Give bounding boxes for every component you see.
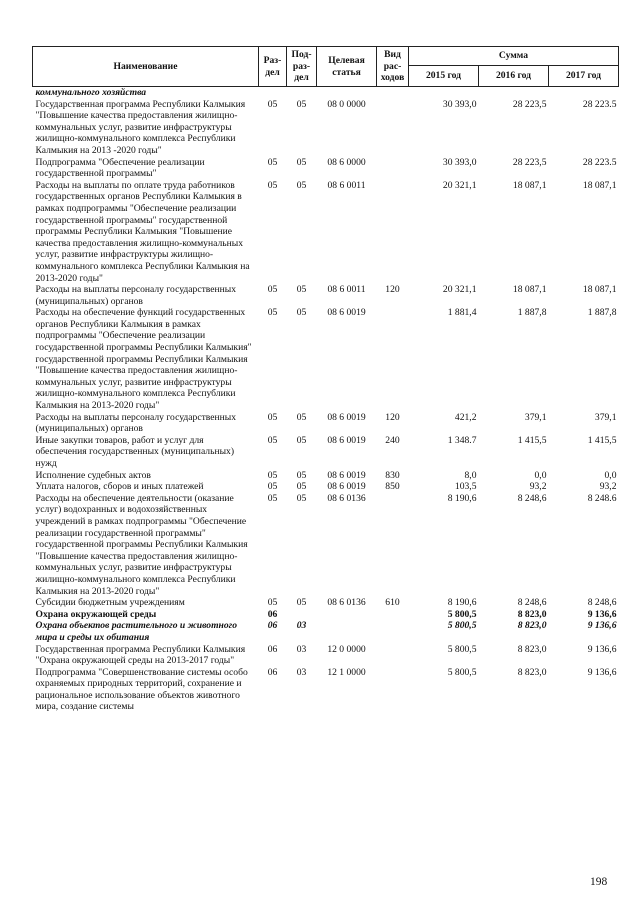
row-sum-2016: 28 223,5 xyxy=(512,156,547,168)
table-body xyxy=(33,87,619,714)
row-target-article: 12 1 0000 xyxy=(327,666,366,678)
row-sum-2017: 9 136,6 xyxy=(587,643,617,655)
table-header xyxy=(33,47,619,87)
row-sum-2016: 28 223,5 xyxy=(512,98,547,110)
row-razdel: 05 xyxy=(267,98,278,110)
row-razdel: 05 xyxy=(267,597,278,609)
row-target-article xyxy=(317,87,377,99)
row-sum-2016: 8 248,6 xyxy=(517,492,547,504)
row-podrazdel: 05 xyxy=(296,411,307,423)
row-podrazdel xyxy=(287,609,317,621)
row-sum-2016: 8 823,0 xyxy=(517,620,547,632)
row-podrazdel: 05 xyxy=(296,434,307,446)
row-target-article: 08 6 0136 xyxy=(327,492,366,504)
row-sum-2017: 1 887,8 xyxy=(587,307,617,319)
row-name: Подпрограмма "Совершенствование системы особо охраняемых природных территорий, сохранение и рациональное использование объектов животного мира, создание системы xyxy=(35,666,248,713)
row-podrazdel: 05 xyxy=(296,307,307,319)
row-podrazdel: 05 xyxy=(296,469,307,481)
row-sum-2017: 379,1 xyxy=(594,411,617,423)
row-name: Государственная программа Республики Калмыкия "Повышение качества предоставления жилищно-коммунальных услуг, развитие инфраструктуры жилищно-коммунального комплекса Республики Калмыкия на 2013 -2020 годы" xyxy=(35,98,246,156)
row-podrazdel: 05 xyxy=(296,179,307,191)
row-sum-2017: 9 136,6 xyxy=(587,608,617,620)
header-razdel: Раз-дел xyxy=(259,47,287,87)
row-sum-2017: 28 223.5 xyxy=(582,98,617,110)
table-row xyxy=(33,481,619,493)
row-name: Государственная программа Республики Калмыкия "Охрана окружающей среды на 2013-2017 годы" xyxy=(35,643,246,667)
row-sum-2016: 18 087,1 xyxy=(512,179,547,191)
row-sum-2015: 1 348.7 xyxy=(447,434,477,446)
row-name: Расходы на выплаты по оплате труда работников государственных органов Республики Калмыкия в рамках подпрограммы "Обеспечение реализации государственной программы" государственной программы Республики Калмыкия "Повышение качества предоставления жилищно-коммунальных услуг, развитие инфраструктуры жилищно-коммунального комплекса Республики Калмыкия на 2013-2020 годы" xyxy=(35,179,250,284)
row-target-article xyxy=(317,609,377,621)
row-sum-2017: 1 415,5 xyxy=(587,434,617,446)
row-target-article: 08 6 0019 xyxy=(327,469,366,481)
row-sum-2015: 8 190,6 xyxy=(447,492,477,504)
row-razdel: 06 xyxy=(267,666,278,678)
table-row xyxy=(33,620,619,643)
row-expense-type xyxy=(377,493,409,597)
row-expense-type xyxy=(377,620,409,643)
row-name: Исполнение судебных актов xyxy=(35,469,151,481)
row-podrazdel: 05 xyxy=(296,597,307,609)
table-row xyxy=(33,307,619,411)
table-row xyxy=(33,667,619,713)
header-year-2016: 2016 год xyxy=(479,66,549,87)
row-sum-2015: 5 800,5 xyxy=(447,666,477,678)
row-target-article: 08 6 0019 xyxy=(327,411,366,423)
header-sum: Сумма xyxy=(409,47,619,66)
row-razdel: 06 xyxy=(267,620,278,632)
row-target-article: 08 6 0000 xyxy=(327,156,366,168)
row-target-article: 08 6 0011 xyxy=(327,284,366,296)
table-row xyxy=(33,412,619,435)
row-sum-2016: 18 087,1 xyxy=(512,284,547,296)
table-row xyxy=(33,99,619,157)
table-row xyxy=(33,493,619,597)
row-sum-2017: 18 087,1 xyxy=(582,284,617,296)
row-razdel: 05 xyxy=(267,179,278,191)
row-target-article: 08 0 0000 xyxy=(327,98,366,110)
row-razdel: 05 xyxy=(267,481,278,493)
row-expense-type: 610 xyxy=(385,597,400,609)
row-podrazdel: 03 xyxy=(296,643,307,655)
row-sum-2015: 5 800,5 xyxy=(447,643,477,655)
header-year-2017: 2017 год xyxy=(549,66,619,87)
row-sum-2017: 28 223.5 xyxy=(582,156,617,168)
row-sum-2017: 8 248.6 xyxy=(587,492,617,504)
row-razdel: 05 xyxy=(267,434,278,446)
row-name: Подпрограмма "Обеспечение реализации государственной программы" xyxy=(35,156,205,180)
row-razdel: 05 xyxy=(267,469,278,481)
row-name: Охрана окружающей среды xyxy=(35,608,157,620)
row-expense-type: 240 xyxy=(385,434,400,446)
row-sum-2015: 8 190,6 xyxy=(447,597,477,609)
row-razdel: 05 xyxy=(267,492,278,504)
row-razdel: 06 xyxy=(267,643,278,655)
row-target-article: 08 6 0136 xyxy=(327,597,366,609)
row-podrazdel: 05 xyxy=(296,98,307,110)
row-sum-2016: 8 823,0 xyxy=(517,608,547,620)
row-target-article: 08 6 0019 xyxy=(327,434,366,446)
row-sum-2017: 0,0 xyxy=(604,469,617,481)
table-row xyxy=(33,87,619,99)
row-podrazdel: 05 xyxy=(296,492,307,504)
row-sum-2015: 30 393,0 xyxy=(442,156,477,168)
row-target-article: 12 0 0000 xyxy=(327,643,366,655)
row-sum-2016: 379,1 xyxy=(524,411,547,423)
row-sum-2017 xyxy=(549,87,619,99)
row-podrazdel: 03 xyxy=(296,666,307,678)
table-row xyxy=(33,180,619,284)
row-podrazdel: 05 xyxy=(296,284,307,296)
row-sum-2017: 18 087,1 xyxy=(582,179,617,191)
row-name: Расходы на выплаты персоналу государственных (муниципальных) органов xyxy=(35,284,237,307)
row-target-article: 08 6 0019 xyxy=(327,307,366,319)
row-sum-2016: 1 415,5 xyxy=(517,434,547,446)
row-expense-type: 120 xyxy=(385,411,400,423)
row-podrazdel xyxy=(287,87,317,99)
row-name: Субсидии бюджетным учреждениям xyxy=(35,597,185,609)
row-expense-type: 850 xyxy=(385,481,400,493)
row-razdel: 06 xyxy=(267,608,278,620)
table-row xyxy=(33,470,619,482)
header-name: Наименование xyxy=(33,47,259,87)
row-expense-type xyxy=(377,87,409,99)
row-podrazdel: 05 xyxy=(296,481,307,493)
row-sum-2015: 5 800,5 xyxy=(447,608,477,620)
row-expense-type xyxy=(377,99,409,157)
row-expense-type xyxy=(377,667,409,713)
row-sum-2017: 8 248,6 xyxy=(587,597,617,609)
header-podrazdel: Под-раз-дел xyxy=(287,47,317,87)
row-sum-2016 xyxy=(479,87,549,99)
row-razdel: 05 xyxy=(267,156,278,168)
row-razdel xyxy=(259,87,287,99)
row-sum-2015: 1 881,4 xyxy=(447,307,477,319)
budget-table-page xyxy=(32,46,618,713)
row-target-article: 08 6 0019 xyxy=(327,481,366,493)
row-sum-2015: 421,2 xyxy=(454,411,477,423)
row-name: коммунального хозяйства xyxy=(35,87,147,98)
row-expense-type xyxy=(377,609,409,621)
row-sum-2015: 20 321,1 xyxy=(442,284,477,296)
row-expense-type xyxy=(377,180,409,284)
row-expense-type xyxy=(377,307,409,411)
row-target-article xyxy=(317,620,377,643)
table-row xyxy=(33,609,619,621)
row-sum-2017: 9 136,6 xyxy=(587,666,617,678)
row-razdel: 05 xyxy=(267,307,278,319)
table-row xyxy=(33,157,619,180)
row-name: Охрана объектов растительного и животного мира и среды их обитания xyxy=(35,620,237,643)
row-sum-2015: 30 393,0 xyxy=(442,98,477,110)
budget-table xyxy=(32,46,619,713)
row-sum-2016: 0,0 xyxy=(534,469,547,481)
row-sum-2016: 8 823,0 xyxy=(517,666,547,678)
row-sum-2015: 5 800,5 xyxy=(447,620,477,632)
row-sum-2015: 103,5 xyxy=(454,481,477,493)
row-name: Расходы на обеспечение деятельности (оказание услуг) водохранных и водохозяйственных учреждений в рамках подпрограммы "Обеспечение реализации государственной программы" государственной программы Республики Калмыкия "Повышение качества предоставления жилищно-коммунальных услуг, развитие инфраструктуры жилищно-коммунального комплекса Республики Калмыкия на 2013-2020 годы" xyxy=(35,492,248,597)
row-expense-type xyxy=(377,157,409,180)
row-podrazdel: 03 xyxy=(296,620,307,632)
row-name: Иные закупки товаров, работ и услуг для обеспечения государственных (муниципальных) нужд xyxy=(35,434,235,469)
row-sum-2016: 8 823,0 xyxy=(517,643,547,655)
row-target-article: 08 6 0011 xyxy=(327,179,366,191)
row-razdel: 05 xyxy=(267,284,278,296)
header-year-2015: 2015 год xyxy=(409,66,479,87)
row-razdel: 05 xyxy=(267,411,278,423)
row-sum-2017: 93,2 xyxy=(599,481,617,493)
row-sum-2015 xyxy=(409,87,479,99)
row-name: Расходы на выплаты персоналу государственных (муниципальных) органов xyxy=(35,411,237,435)
header-expense-type: Вид рас-ходов xyxy=(377,47,409,87)
page-number: 198 xyxy=(590,876,608,888)
header-target-article: Целевая статья xyxy=(317,47,377,87)
row-name: Уплата налогов, сборов и иных платежей xyxy=(35,481,204,493)
row-expense-type: 120 xyxy=(385,284,400,296)
row-sum-2016: 93,2 xyxy=(529,481,547,493)
table-row xyxy=(33,435,619,470)
row-name: Расходы на обеспечение функций государственных органов Республики Калмыкия в рамках подпрограммы "Обеспечение реализации государственной программы Республики Калмыкия" государственной программы Республики Калмыкия "Повышение качества предоставления жилищно-коммунальных услуг, развитие инфраструктуры жилищно-коммунального комплекса Республики Калмыкия на 2013-2020 годы" xyxy=(35,307,252,412)
row-podrazdel: 05 xyxy=(296,156,307,168)
table-row xyxy=(33,644,619,667)
row-sum-2016: 8 248,6 xyxy=(517,597,547,609)
row-sum-2015: 20 321,1 xyxy=(442,179,477,191)
table-row xyxy=(33,597,619,609)
row-sum-2017: 9 136,6 xyxy=(587,620,617,632)
row-expense-type: 830 xyxy=(385,469,400,481)
row-sum-2016: 1 887,8 xyxy=(517,307,547,319)
row-sum-2015: 8,0 xyxy=(464,469,477,481)
table-row xyxy=(33,284,619,307)
row-expense-type xyxy=(377,644,409,667)
